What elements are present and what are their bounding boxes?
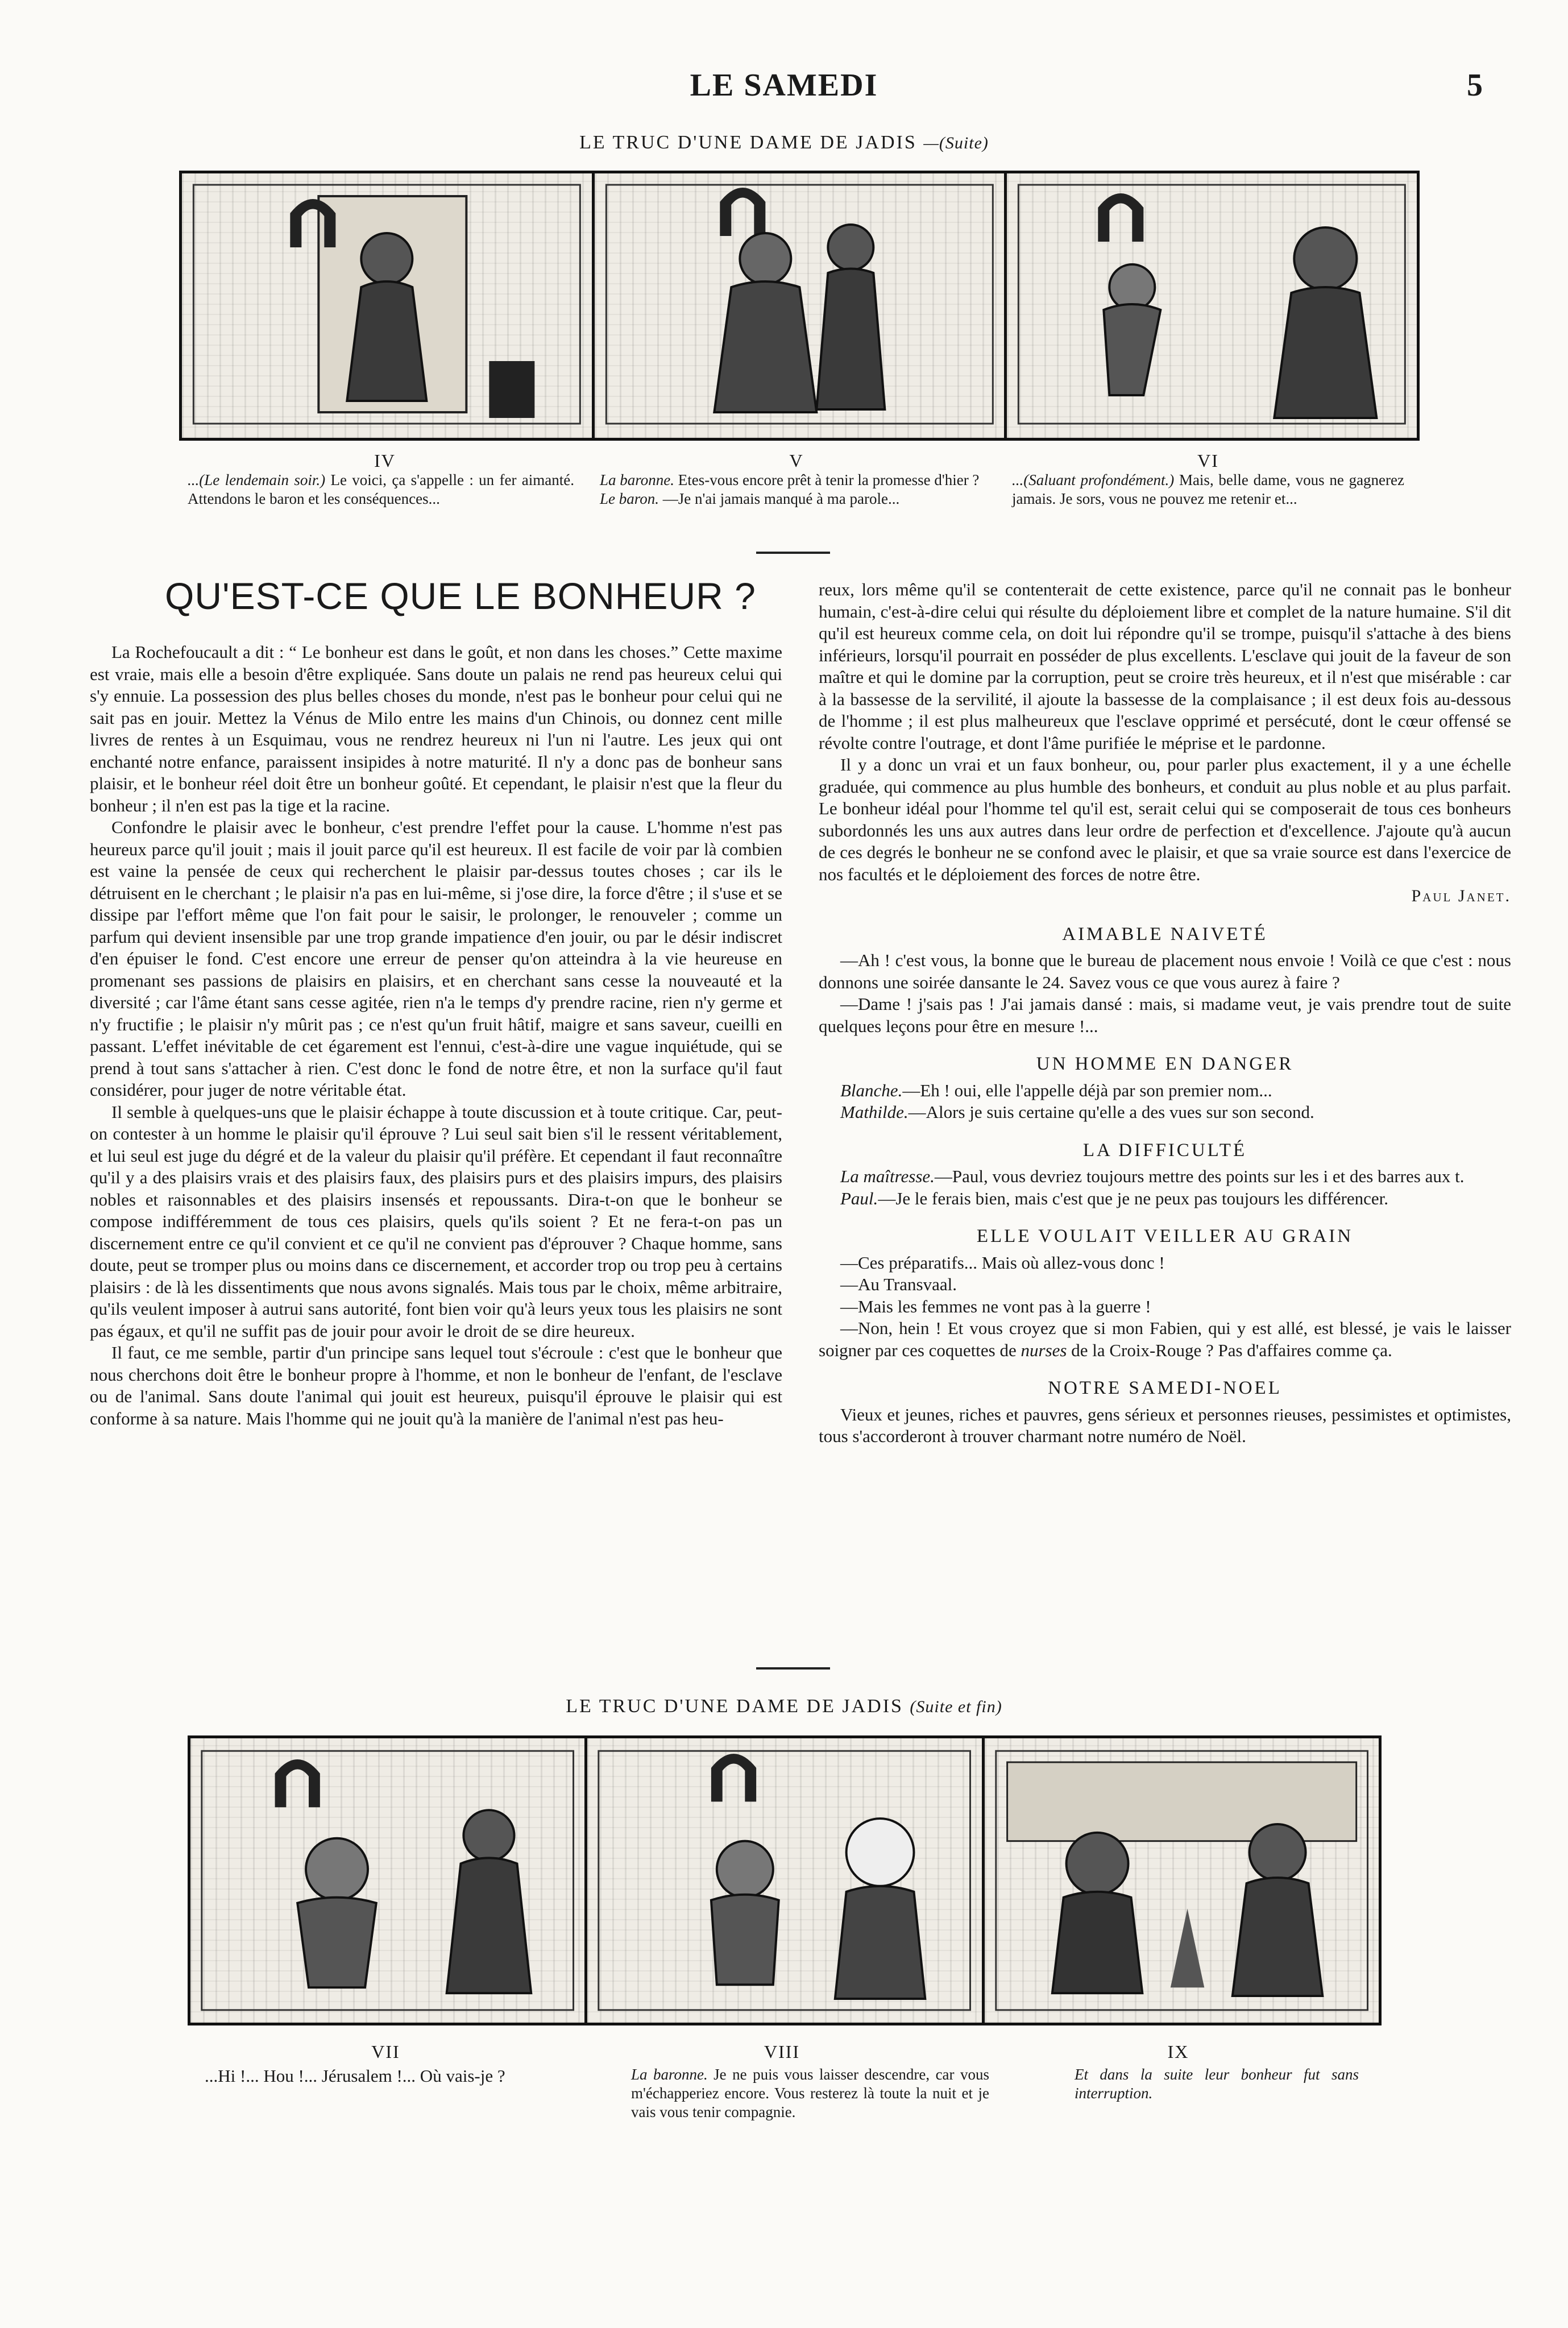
page-number: 5 — [1467, 68, 1483, 103]
anecdote-line: —Ces préparatifs... Mais où allez-vous donc ! — [840, 1252, 1165, 1273]
article-paragraph: Il faut, ce me semble, partir d'un principe sans lequel tout s'écroule : c'est que le bonheur que nous cherchons doit être le bonheur propre à l'homme, et non le bonheur de l'enfant, de l'esclave ou de l'animal. Sans doute l'animal qui jouit est heureux, puisqu'il éprouve le plaisir qui est conforme à sa nature. Mais l'homme qui ne jouit qu'à la manière de l'animal n'est pas heu- — [90, 1343, 782, 1428]
caption-text: Le voici, ça s'appelle : un fer aimanté. Attendons le baron et les conséquences... — [188, 471, 575, 507]
dialogue-text: —Non, hein ! Et vous croyez que si mon Fabien, qui y est allé, est blessé, je vais le laisser soigner par ces coquettes de — [819, 1318, 1511, 1360]
article-right-column — [819, 579, 1511, 1448]
comic-panel-viii — [587, 1738, 984, 2023]
dialogue-speaker: La maîtresse. — [840, 1166, 935, 1186]
comic-strip-top — [179, 171, 1420, 441]
caption-text: Je ne puis vous laisser descendre, car vous m'échapperiez encore. Vous resterez là toute la nuit et je vais vous tenir compagnie. — [631, 2066, 989, 2120]
comic-panel-vi — [1007, 173, 1417, 438]
strip-top-title-suffix: —(Suite) — [923, 134, 989, 152]
caption-speaker: La baronne. — [600, 471, 675, 488]
comic-illustration — [985, 1738, 1379, 2023]
caption-speaker: Le baron. — [600, 490, 659, 507]
caption-text: Mais, belle dame, vous ne gagnerez jamais. Je sors, vous ne pouvez me retenir et... — [1012, 471, 1404, 507]
divider — [756, 1667, 830, 1670]
article-headline: QU'EST-CE QUE LE BONHEUR ? — [165, 575, 756, 617]
dialogue-italic: nurses — [1021, 1340, 1067, 1360]
section-title: LA DIFFICULTÉ — [1082, 1140, 1247, 1161]
caption-vi — [1012, 471, 1404, 508]
article-paragraph: Il semble à quelques-uns que le plaisir échappe à toute discussion et à toute critique. Car, peut-on contester à un homme le plaisir qu'il éprouve ? Lui seul sait bien s'il le ressent véritablement, et lui seul est juge du dégré et de la valeur du plaisir qu'il préfère. Et cependant il faut reconnaître qu'il y a des plaisirs vrais et des plaisirs faux, des plaisirs purs et des plaisirs impurs, des plaisirs nobles et raisonnables et des plaisirs insensés et repoussants. Dira-t-on que le bonheur se compose indifféremment de tous ces plaisirs, quels qu'ils soient ? Et ne fera-t-on pas un discernement entre ce qu'il convient et ce qu'il ne convient pas d'éprouver ? Chaque homme, sans doute, peut se tromper plus ou moins dans ce discernement, et accorder trop ou trop peu à certains plaisirs : de là les dissentiments que nous avons signalés. Mais tous par le choix, même arbitraire, qu'ils veulent imposer à autrui sans autorité, font bien voir qu'à leurs yeux tous les plaisirs ne sont pas égaux, et qu'il ne suffit pas de jouir pour avoir le droit de se dire heureux. — [90, 1101, 782, 1341]
caption-line — [600, 490, 992, 508]
caption-numeral: V — [789, 450, 804, 471]
anecdote-paragraph: —Ah ! c'est vous, la bonne que le bureau de placement nous envoie ! Voilà ce que c'est : nous donnons une soirée dansante le 24. Savez vous ce que vous aurez à faire ? — [819, 950, 1511, 992]
divider — [756, 552, 830, 554]
dialogue-text: —Paul, vous devriez toujours mettre des points sur les i et des barres aux t. — [934, 1166, 1465, 1186]
caption-speaker: La baronne. — [631, 2066, 708, 2083]
anecdote-line — [819, 1080, 1511, 1102]
anecdote-line: —Mais les femmes ne vont pas à la guerre ! — [840, 1296, 1151, 1316]
strip-top-title-text: LE TRUC D'UNE DAME DE JADIS — [579, 132, 917, 153]
anecdote-paragraph: Vieux et jeunes, riches et pauvres, gens sérieux et personnes rieuses, pessimistes et optimistes, tous s'accorderont à trouver charmant notre numéro de Noël. — [819, 1404, 1511, 1446]
masthead: LE SAMEDI — [690, 68, 878, 103]
strip-bottom-title-suffix: (Suite et fin) — [910, 1697, 1002, 1716]
caption-speaker: ...(Le lendemain soir.) — [188, 471, 326, 488]
article-paragraph: Confondre le plaisir avec le bonheur, c'est prendre l'effet pour la cause. L'homme n'est pas heureux parce qu'il jouit ; mais il jouit parce qu'il est heureux. Il est facile de voir par là combien est vaine la pensée de ceux qui recherchent le plaisir par-dessus toutes choses ; car ils le détruisent en le cherchant ; le plaisir n'a pas en lui-même, si j'ose dire, la force d'être ; il s'use et se dissipe par l'effort même que l'on fait pour le saisir, le prolonger, le renouveler ; comme un parfum qui devient insensible par une trop grande impatience d'en jouir, ou par le désir indiscret d'en épuiser le fond. C'est encore une erreur de penser qu'on atteindra à la vie heureuse en promenant ses passions de plaisirs en plaisirs, et en cherchant sans cesse la nouveauté et la diversité ; car l'âme étant sans cesse agitée, rien n'a le temps d'y prendre racine, rien n'y germe et n'y fructifie ; le plaisir n'y mûrit pas ; ce n'est qu'un fruit hâtif, maigre et sans saveur, cueilli en passant. L'effet inévitable de cet égarement est l'ennui, c'est-à-dire une vague inquiétude, qui se prend à tout sans s'attacher à rien. C'est donc le fond de notre être, et non la surface qu'il faut considérer, pour juger de notre véritable état. — [90, 817, 782, 1100]
anecdote-line — [819, 1188, 1511, 1210]
comic-illustration — [587, 1738, 981, 2023]
article-signature: Paul Janet. — [1411, 887, 1511, 905]
dialogue-speaker: Blanche. — [840, 1080, 903, 1100]
anecdote-line — [819, 1101, 1511, 1124]
strip-bottom-title — [0, 1696, 1568, 1717]
dialogue-text: de la Croix-Rouge ? Pas d'affaires comme ça. — [1067, 1340, 1392, 1360]
comic-illustration — [595, 173, 1005, 438]
anecdote-paragraph: —Dame ! j'sais pas ! J'ai jamais dansé : mais, si madame veut, je vais prendre tout de suite quelques leçons pour être en mesure !... — [819, 994, 1511, 1036]
article-paragraph: La Rochefoucault a dit : “ Le bonheur est dans le goût, et non dans les choses.” Cette maxime est vraie, mais elle a besoin d'être expliquée. Sans doute un palais ne rend pas heureux celui qui s'y ennuie. La possession des plus belles choses du monde, n'est pas le bonheur pour celui qui ne sait pas en jouir. Mettez la Vénus de Milo entre les mains d'un Chinois, ou donnez cent mille livres de rentes à un Esquimau, vous ne rendrez heureux ni l'un ni l'autre. Les jeux qui ont enchanté notre enfance, paraissent insipides à notre maturité. Il n'y a donc pas de bonheur sans plaisir, et le bonheur réel doit être un bonheur goûté. Et cependant, le plaisir n'est que la fleur du bonheur ; il n'en est pas la tige et la racine. — [90, 642, 782, 815]
section-title: AIMABLE NAIVETÉ — [1062, 923, 1268, 945]
dialogue-text: —Je le ferais bien, mais c'est que je ne peux pas toujours les différencer. — [878, 1188, 1388, 1208]
caption-numeral: IV — [374, 450, 396, 471]
caption-viii — [631, 2065, 989, 2122]
dialogue-text: —Alors je suis certaine qu'elle a des vues sur son second. — [908, 1102, 1314, 1122]
caption-text: Etes-vous encore prêt à tenir la promesse d'hier ? — [674, 471, 980, 488]
comic-illustration — [182, 173, 592, 438]
anecdote-line — [819, 1318, 1511, 1361]
caption-numeral: VIII — [764, 2041, 800, 2062]
dialogue-text: —Eh ! oui, elle l'appelle déjà par son premier nom... — [902, 1080, 1272, 1100]
article-paragraph: reux, lors même qu'il se contenterait de cette existence, parce qu'il ne connait pas le bonheur humain, c'est-à-dire celui qui résulte du déploiement libre et complet de la nature humaine. S'il dit qu'il est heureux comme cela, on doit lui répondre qu'il se trompe, puisqu'il s'attache à des biens inférieurs, lorsqu'il pourrait en posséder de plus excellents. L'esclave qui jouit de la faveur de son maître et qui le domine par la corruption, peut se croire très heureux, et il n'est que misérable : car à la bassesse de la servilité, il ajoute la bassesse de la complaisance ; il est deux fois au-dessous de l'homme ; il est plus malheureux que l'esclave opprimé et persécuté, dont le cœur offensé se révolte contre l'outrage, et dont l'âme purifiée le méprise et le pardonne. — [819, 579, 1511, 753]
caption-numeral: IX — [1167, 2041, 1189, 2062]
caption-speaker: ...(Saluant profondément.) — [1012, 471, 1175, 488]
dialogue-speaker: Mathilde. — [840, 1102, 909, 1122]
article-left-column — [90, 641, 782, 1430]
caption-numeral: VII — [371, 2041, 400, 2062]
caption-line — [600, 471, 992, 490]
comic-panel-v — [595, 173, 1007, 438]
strip-bottom-title-text: LE TRUC D'UNE DAME DE JADIS — [566, 1696, 903, 1717]
comic-strip-bottom — [188, 1735, 1382, 2025]
caption-text: Et dans la suite leur bonheur fut sans interruption. — [1075, 2066, 1359, 2102]
comic-illustration — [1007, 173, 1417, 438]
caption-v — [600, 471, 992, 508]
article-paragraph: Il y a donc un vrai et un faux bonheur, ou, pour parler plus exactement, il y a une échelle graduée, qui commence au plus humble des bonheurs, et conduit au plus noble et au plus parfait. Le bonheur idéal pour l'homme tel qu'il est, serait celui qui se composerait de tous ces bonheurs subordonnés les uns aux autres dans leur ordre de perfection et d'excellence. J'ajoute qu'à aucun de ces degrés le bonheur ne se confond avec le plaisir, et que sa vraie source est dans l'exercice de nos facultés et le déploiement des forces de notre être. — [819, 755, 1511, 884]
comic-panel-ix — [985, 1738, 1379, 2023]
caption-iv — [188, 471, 574, 508]
caption-vii: ...Hi !... Hou !... Jérusalem !... Où vais-je ? — [205, 2066, 505, 2086]
caption-numeral: VI — [1197, 450, 1219, 471]
caption-text: —Je n'ai jamais manqué à ma parole... — [659, 490, 900, 507]
anecdote-line: —Au Transvaal. — [840, 1274, 957, 1294]
section-title: NOTRE SAMEDI-NOEL — [1048, 1378, 1282, 1398]
comic-panel-iv — [182, 173, 595, 438]
comic-panel-vii — [190, 1738, 587, 2023]
section-title: UN HOMME EN DANGER — [1036, 1054, 1294, 1074]
strip-top-title — [0, 132, 1568, 154]
caption-ix — [1075, 2065, 1359, 2103]
comic-illustration — [190, 1738, 584, 2023]
anecdote-line — [819, 1166, 1511, 1188]
dialogue-speaker: Paul. — [840, 1188, 878, 1208]
section-title: ELLE VOULAIT VEILLER AU GRAIN — [976, 1226, 1354, 1246]
